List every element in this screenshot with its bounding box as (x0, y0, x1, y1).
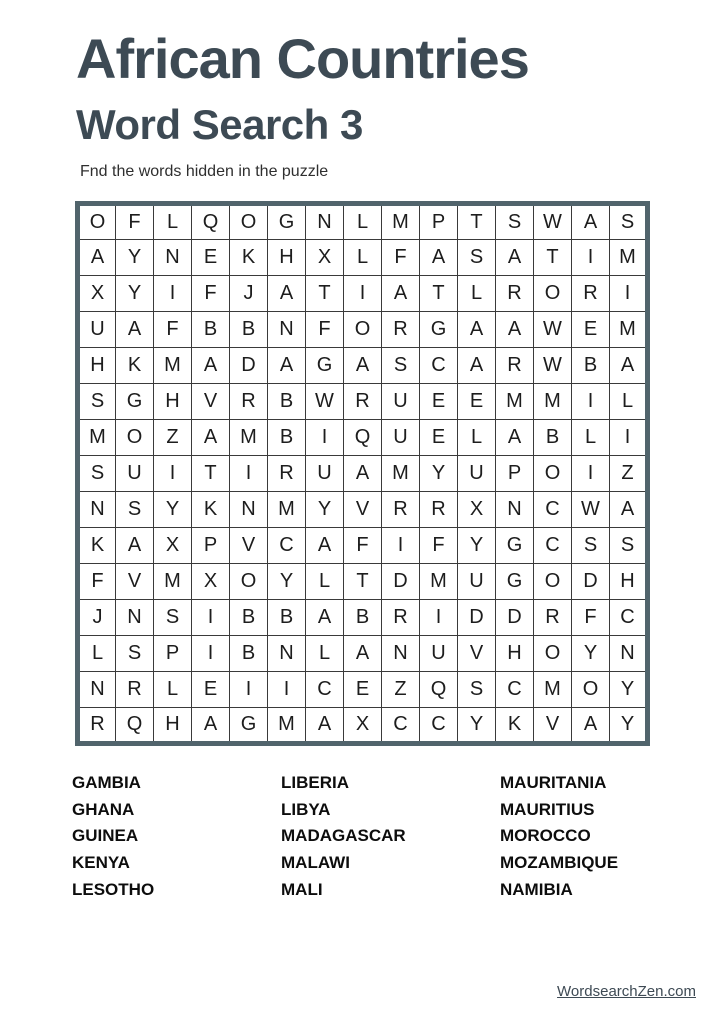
grid-cell: K (116, 347, 154, 383)
page-title: African Countries (76, 27, 529, 90)
grid-cell: R (496, 347, 534, 383)
grid-cell: M (78, 419, 116, 455)
grid-cell: W (306, 383, 344, 419)
grid-cell: L (344, 239, 382, 275)
grid-cell: R (78, 707, 116, 743)
word-list (72, 770, 724, 904)
grid-cell: E (344, 671, 382, 707)
grid-cell: C (420, 707, 458, 743)
grid-cell: D (572, 563, 610, 599)
grid-cell: S (78, 455, 116, 491)
grid-cell: U (116, 455, 154, 491)
word-item: GAMBIA (72, 772, 141, 792)
grid-cell: T (344, 563, 382, 599)
puzzle-grid (75, 201, 650, 746)
grid-cell: N (382, 635, 420, 671)
grid-cell: A (496, 311, 534, 347)
grid-cell: B (230, 635, 268, 671)
grid-cell: O (230, 563, 268, 599)
grid-cell: I (154, 275, 192, 311)
grid-cell: I (268, 671, 306, 707)
grid-cell: Z (610, 455, 648, 491)
grid-cell: G (116, 383, 154, 419)
grid-cell: L (610, 383, 648, 419)
grid-cell: I (420, 599, 458, 635)
grid-cell: R (572, 275, 610, 311)
word-item: LESOTHO (72, 879, 155, 899)
grid-row (78, 599, 648, 635)
grid-cell: I (192, 599, 230, 635)
grid-cell: M (534, 383, 572, 419)
grid-cell: N (78, 491, 116, 527)
grid-cell: S (572, 527, 610, 563)
footer (557, 983, 696, 1001)
grid-cell: C (610, 599, 648, 635)
grid-row (78, 527, 648, 563)
grid-cell: N (610, 635, 648, 671)
grid-cell: L (78, 635, 116, 671)
grid-cell: F (306, 311, 344, 347)
grid-cell: M (610, 239, 648, 275)
grid-cell: I (230, 455, 268, 491)
grid-cell: C (534, 527, 572, 563)
grid-cell: D (382, 563, 420, 599)
word-column-2 (281, 770, 500, 904)
grid-cell: I (154, 455, 192, 491)
word-item: MALI (281, 879, 323, 899)
grid-cell: F (572, 599, 610, 635)
grid-cell: O (534, 635, 572, 671)
grid-cell: F (382, 239, 420, 275)
grid-cell: A (458, 347, 496, 383)
grid-row (78, 707, 648, 743)
grid-row (78, 383, 648, 419)
grid-cell: T (192, 455, 230, 491)
grid-cell: O (534, 563, 572, 599)
grid-cell: U (382, 383, 420, 419)
grid-cell: R (116, 671, 154, 707)
grid-cell: H (268, 239, 306, 275)
grid-cell: W (534, 203, 572, 239)
grid-cell: Y (420, 455, 458, 491)
grid-cell: K (230, 239, 268, 275)
grid-cell: L (154, 203, 192, 239)
grid-cell: A (116, 527, 154, 563)
grid-cell: N (268, 311, 306, 347)
grid-cell: M (268, 491, 306, 527)
grid-cell: C (420, 347, 458, 383)
grid-row (78, 347, 648, 383)
grid-cell: A (344, 347, 382, 383)
grid-cell: A (344, 455, 382, 491)
grid-cell: G (306, 347, 344, 383)
grid-cell: S (496, 203, 534, 239)
grid-cell: W (534, 311, 572, 347)
grid-cell: X (192, 563, 230, 599)
grid-cell: Y (268, 563, 306, 599)
grid-cell: B (192, 311, 230, 347)
grid-cell: G (496, 563, 534, 599)
grid-row (78, 491, 648, 527)
grid-cell: C (306, 671, 344, 707)
grid-cell: R (496, 275, 534, 311)
grid-cell: C (496, 671, 534, 707)
grid-cell: V (344, 491, 382, 527)
grid-cell: R (382, 599, 420, 635)
grid-cell: X (458, 491, 496, 527)
grid-cell: K (78, 527, 116, 563)
grid-cell: Q (116, 707, 154, 743)
grid-cell: I (344, 275, 382, 311)
grid-cell: M (496, 383, 534, 419)
grid-cell: O (344, 311, 382, 347)
grid-cell: I (610, 419, 648, 455)
grid-cell: K (496, 707, 534, 743)
grid-cell: Z (154, 419, 192, 455)
grid-cell: V (116, 563, 154, 599)
grid-cell: U (458, 455, 496, 491)
grid-cell: T (420, 275, 458, 311)
grid-cell: Q (420, 671, 458, 707)
word-item: GHANA (72, 799, 135, 819)
grid-cell: I (572, 239, 610, 275)
grid-cell: H (154, 383, 192, 419)
grid-cell: M (382, 455, 420, 491)
grid-cell: E (420, 383, 458, 419)
grid-cell: Y (458, 707, 496, 743)
grid-cell: E (458, 383, 496, 419)
grid-cell: D (230, 347, 268, 383)
grid-row (78, 671, 648, 707)
grid-cell: X (306, 239, 344, 275)
word-item: KENYA (72, 853, 130, 873)
footer-link[interactable]: WordsearchZen.com (557, 983, 696, 1000)
grid-cell: N (230, 491, 268, 527)
grid-cell: B (344, 599, 382, 635)
word-item: LIBERIA (281, 772, 349, 792)
grid-cell: L (572, 419, 610, 455)
grid-cell: Y (572, 635, 610, 671)
grid-cell: S (458, 239, 496, 275)
grid-cell: D (458, 599, 496, 635)
grid-cell: A (116, 311, 154, 347)
grid-cell: A (78, 239, 116, 275)
grid-cell: T (458, 203, 496, 239)
grid-cell: S (116, 635, 154, 671)
grid-cell: A (268, 275, 306, 311)
grid-row (78, 239, 648, 275)
grid-cell: V (534, 707, 572, 743)
grid-cell: I (572, 455, 610, 491)
grid-cell: P (496, 455, 534, 491)
grid-cell: R (382, 491, 420, 527)
word-column-1 (72, 770, 281, 904)
word-item: MAURITIUS (500, 799, 595, 819)
grid-cell: B (268, 383, 306, 419)
grid-cell: I (610, 275, 648, 311)
word-item: MOROCCO (500, 826, 591, 846)
grid-cell: R (382, 311, 420, 347)
grid-cell: N (154, 239, 192, 275)
grid-cell: K (192, 491, 230, 527)
grid-cell: R (268, 455, 306, 491)
grid-row (78, 635, 648, 671)
grid-cell: J (230, 275, 268, 311)
grid-cell: Y (306, 491, 344, 527)
grid-cell: Y (116, 275, 154, 311)
grid-cell: U (458, 563, 496, 599)
grid-cell: L (458, 419, 496, 455)
grid-cell: U (382, 419, 420, 455)
grid-cell: Q (192, 203, 230, 239)
grid-cell: E (420, 419, 458, 455)
word-column-3 (500, 770, 618, 904)
grid-cell: F (192, 275, 230, 311)
grid-cell: A (192, 707, 230, 743)
grid-cell: R (230, 383, 268, 419)
grid-cell: X (154, 527, 192, 563)
grid-cell: T (534, 239, 572, 275)
grid-cell: S (458, 671, 496, 707)
grid-row (78, 275, 648, 311)
grid-cell: L (344, 203, 382, 239)
grid-cell: G (420, 311, 458, 347)
grid-cell: C (268, 527, 306, 563)
grid-cell: A (572, 203, 610, 239)
grid-cell: B (534, 419, 572, 455)
grid-cell: A (496, 239, 534, 275)
grid-cell: R (534, 599, 572, 635)
grid-cell: O (534, 275, 572, 311)
word-item: MOZAMBIQUE (500, 853, 619, 873)
grid-row (78, 563, 648, 599)
grid-cell: Y (610, 671, 648, 707)
grid-cell: Y (154, 491, 192, 527)
grid-cell: M (268, 707, 306, 743)
grid-cell: E (192, 239, 230, 275)
grid-cell: A (192, 347, 230, 383)
grid-cell: V (230, 527, 268, 563)
grid-cell: E (572, 311, 610, 347)
grid-cell: O (230, 203, 268, 239)
grid-cell: W (534, 347, 572, 383)
grid-cell: A (192, 419, 230, 455)
grid-cell: H (496, 635, 534, 671)
tagline: Fnd the words hidden in the puzzle (80, 162, 329, 180)
grid-cell: D (496, 599, 534, 635)
grid-cell: F (154, 311, 192, 347)
grid-cell: Q (344, 419, 382, 455)
grid-row (78, 311, 648, 347)
grid-cell: C (382, 707, 420, 743)
grid-cell: A (610, 347, 648, 383)
grid-cell: M (534, 671, 572, 707)
grid-cell: G (230, 707, 268, 743)
grid-cell: B (268, 419, 306, 455)
word-item: LIBYA (281, 799, 331, 819)
grid-cell: V (458, 635, 496, 671)
grid-cell: F (116, 203, 154, 239)
grid-cell: M (154, 563, 192, 599)
grid-cell: C (534, 491, 572, 527)
grid-cell: M (420, 563, 458, 599)
grid-cell: R (420, 491, 458, 527)
grid-cell: A (610, 491, 648, 527)
grid-cell: U (306, 455, 344, 491)
header (0, 0, 724, 181)
grid-cell: A (458, 311, 496, 347)
grid-row (78, 455, 648, 491)
grid-cell: N (306, 203, 344, 239)
grid-cell: L (154, 671, 192, 707)
grid-cell: G (268, 203, 306, 239)
word-item: MADAGASCAR (281, 826, 406, 846)
grid-cell: H (78, 347, 116, 383)
grid-cell: B (230, 599, 268, 635)
grid-cell: P (420, 203, 458, 239)
grid-cell: M (382, 203, 420, 239)
grid-cell: U (78, 311, 116, 347)
grid-cell: Y (458, 527, 496, 563)
grid-cell: Y (610, 707, 648, 743)
grid-cell: A (382, 275, 420, 311)
grid-cell: B (572, 347, 610, 383)
grid-cell: L (458, 275, 496, 311)
grid-row (78, 203, 648, 239)
grid-cell: I (306, 419, 344, 455)
grid-cell: L (306, 563, 344, 599)
grid-cell: G (496, 527, 534, 563)
grid-cell: O (116, 419, 154, 455)
grid-cell: S (610, 527, 648, 563)
grid-cell: A (268, 347, 306, 383)
grid-cell: P (154, 635, 192, 671)
grid-cell: A (344, 635, 382, 671)
grid-cell: Z (382, 671, 420, 707)
grid-cell: A (572, 707, 610, 743)
grid-cell: S (116, 491, 154, 527)
grid-cell: O (572, 671, 610, 707)
grid-cell: I (572, 383, 610, 419)
grid-cell: A (420, 239, 458, 275)
grid-cell: O (78, 203, 116, 239)
grid-cell: S (382, 347, 420, 383)
grid-cell: A (306, 707, 344, 743)
word-item: NAMIBIA (500, 879, 573, 899)
grid-cell: M (154, 347, 192, 383)
page-subtitle: Word Search 3 (76, 100, 363, 148)
word-item: MAURITANIA (500, 772, 607, 792)
grid-cell: T (306, 275, 344, 311)
grid-cell: I (382, 527, 420, 563)
grid-cell: F (78, 563, 116, 599)
grid-cell: F (420, 527, 458, 563)
grid-cell: V (192, 383, 230, 419)
grid-cell: A (306, 527, 344, 563)
grid-cell: S (78, 383, 116, 419)
word-item: GUINEA (72, 826, 139, 846)
grid-cell: N (78, 671, 116, 707)
grid-cell: L (306, 635, 344, 671)
grid-cell: W (572, 491, 610, 527)
grid-cell: B (230, 311, 268, 347)
grid-cell: N (116, 599, 154, 635)
grid-cell: X (344, 707, 382, 743)
grid-cell: F (344, 527, 382, 563)
grid-cell: J (78, 599, 116, 635)
grid-cell: I (230, 671, 268, 707)
grid-cell: M (610, 311, 648, 347)
word-item: MALAWI (281, 853, 350, 873)
grid-row (78, 419, 648, 455)
grid-cell: S (154, 599, 192, 635)
grid-cell: N (496, 491, 534, 527)
grid-cell: N (268, 635, 306, 671)
grid-cell: M (230, 419, 268, 455)
grid-cell: U (420, 635, 458, 671)
grid-cell: P (192, 527, 230, 563)
grid-cell: A (496, 419, 534, 455)
grid-cell: E (192, 671, 230, 707)
grid-cell: O (534, 455, 572, 491)
grid-cell: Y (116, 239, 154, 275)
grid-cell: A (306, 599, 344, 635)
grid-cell: H (610, 563, 648, 599)
grid-cell: H (154, 707, 192, 743)
grid-cell: I (192, 635, 230, 671)
grid-cell: B (268, 599, 306, 635)
grid-cell: S (610, 203, 648, 239)
grid-cell: R (344, 383, 382, 419)
grid-cell: X (78, 275, 116, 311)
